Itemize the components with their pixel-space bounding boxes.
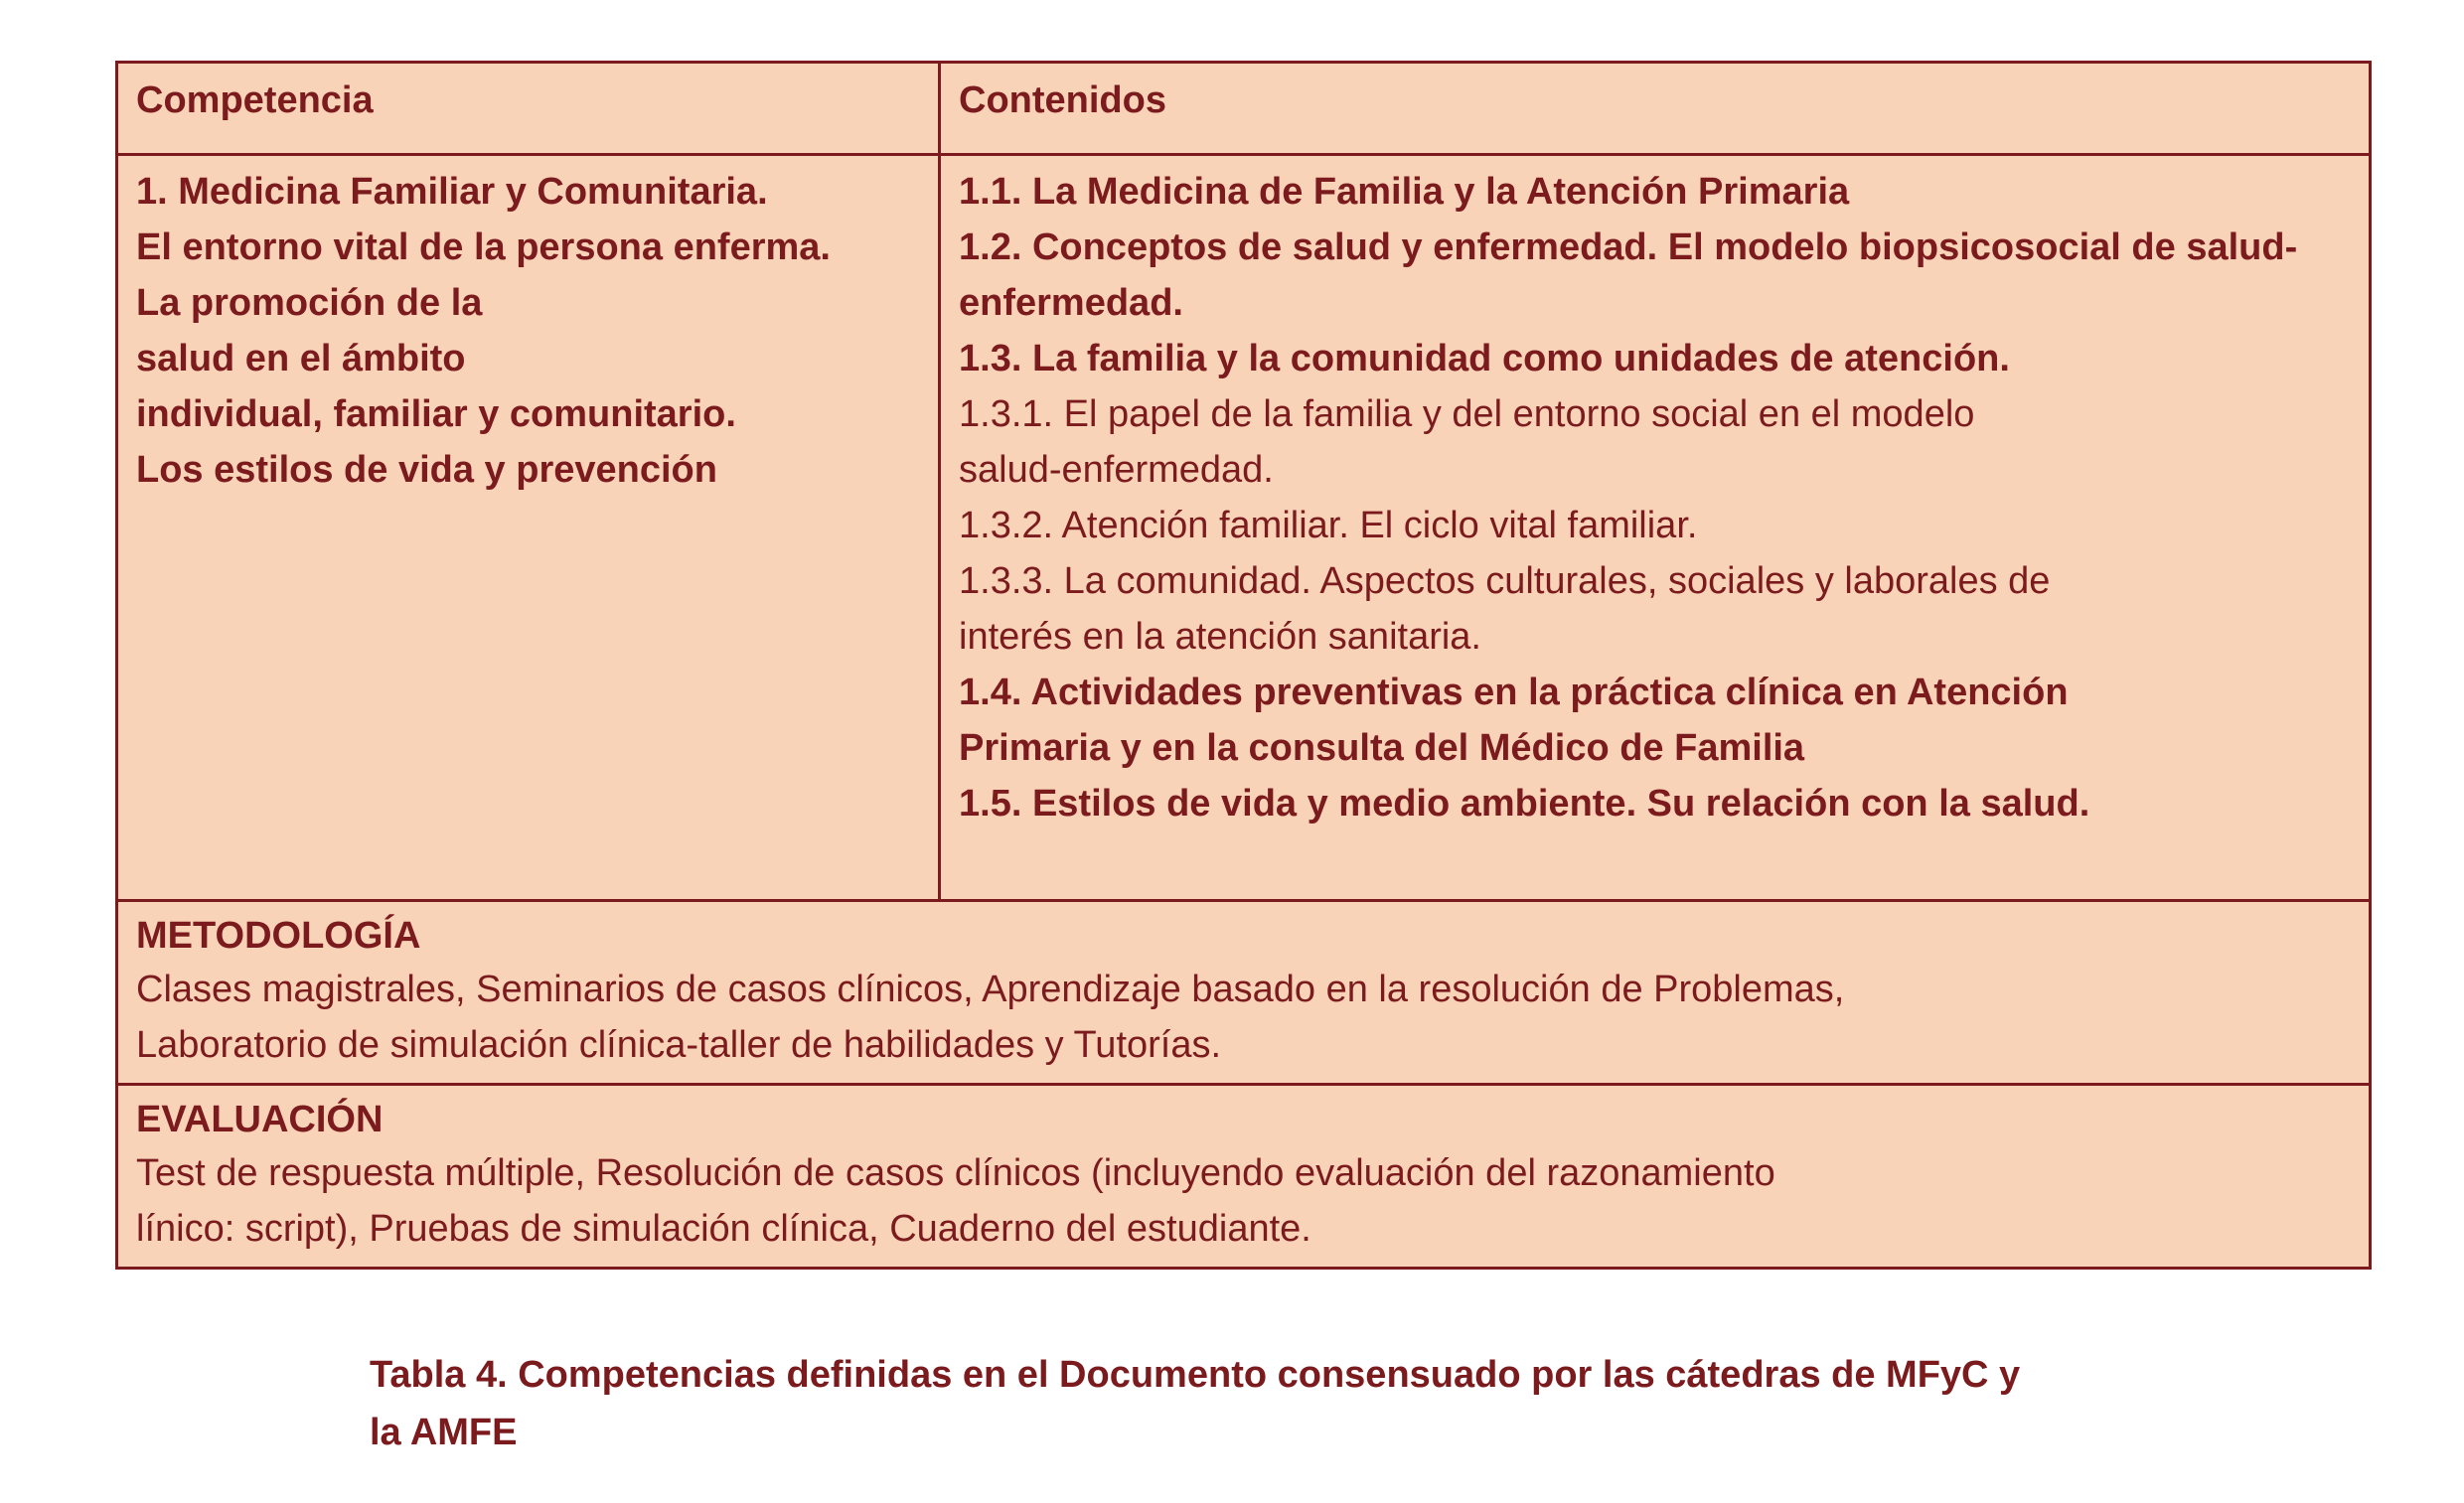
metodologia-title: METODOLOGÍA: [136, 915, 421, 957]
header-contenidos: Contenidos: [940, 63, 2371, 155]
contenido-line-1-5: 1.5. Estilos de vida y medio ambiente. Su relación con la salud.: [959, 783, 2090, 825]
evaluacion-cell: [117, 1085, 2371, 1269]
metodologia-row: [117, 901, 2371, 1085]
contenido-line-1-3-3-cont: interés en la atención sanitaria.: [959, 616, 1481, 658]
table-caption: [370, 1346, 2257, 1461]
contenido-line-1-4: 1.4. Actividades preventivas en la práctica clínica en Atención: [959, 672, 2069, 713]
contenido-line-1-4-cont: Primaria y en la consulta del Médico de Familia: [959, 727, 1805, 769]
evaluacion-text: Test de respuesta múltiple, Resolución de casos clínicos (incluyendo evaluación del razonamiento: [136, 1152, 1775, 1194]
header-competencia: Competencia: [117, 63, 940, 155]
metodologia-cell: [117, 901, 2371, 1085]
caption-line: la AMFE: [370, 1412, 518, 1453]
contenido-line-1-3-1: 1.3.1. El papel de la familia y del entorno social en el modelo: [959, 393, 1975, 435]
competencia-cell: [117, 155, 940, 901]
metodologia-text: Clases magistrales, Seminarios de casos clínicos, Aprendizaje basado en la resolución de Problemas,: [136, 969, 1845, 1010]
competencia-line: El entorno vital de la persona enferma.: [136, 226, 831, 268]
competencia-line: 1. Medicina Familiar y Comunitaria.: [136, 171, 768, 213]
competencia-line: salud en el ámbito: [136, 338, 466, 379]
competencias-table: [115, 61, 2372, 1270]
evaluacion-text: línico: script), Pruebas de simulación clínica, Cuaderno del estudiante.: [136, 1208, 1311, 1250]
contenido-line-1-2-cont: enfermedad.: [959, 282, 1183, 324]
evaluacion-title: EVALUACIÓN: [136, 1099, 384, 1140]
metodologia-text: Laboratorio de simulación clínica-taller de habilidades y Tutorías.: [136, 1024, 1222, 1066]
table-header-row: [117, 63, 2371, 155]
contenido-line-1-1: 1.1. La Medicina de Familia y la Atención Primaria: [959, 171, 1850, 213]
contenido-line-1-3-2: 1.3.2. Atención familiar. El ciclo vital familiar.: [959, 505, 1698, 546]
caption-line: Tabla 4. Competencias definidas en el Documento consensuado por las cátedras de MFyC y: [370, 1354, 2021, 1396]
competencia-line: La promoción de la: [136, 282, 483, 324]
competencia-line: individual, familiar y comunitario.: [136, 393, 736, 435]
evaluacion-row: [117, 1085, 2371, 1269]
contenido-line-1-3-3: 1.3.3. La comunidad. Aspectos culturales, sociales y laborales de: [959, 560, 2051, 602]
contenido-line-1-3-1-cont: salud-enfermedad.: [959, 449, 1274, 491]
table-body-row: [117, 155, 2371, 901]
contenidos-cell: [940, 155, 2371, 901]
competencia-line: Los estilos de vida y prevención: [136, 449, 717, 491]
contenido-line-1-2: 1.2. Conceptos de salud y enfermedad. El modelo biopsicosocial de salud-: [959, 226, 2298, 268]
contenido-line-1-3: 1.3. La familia y la comunidad como unidades de atención.: [959, 338, 2010, 379]
